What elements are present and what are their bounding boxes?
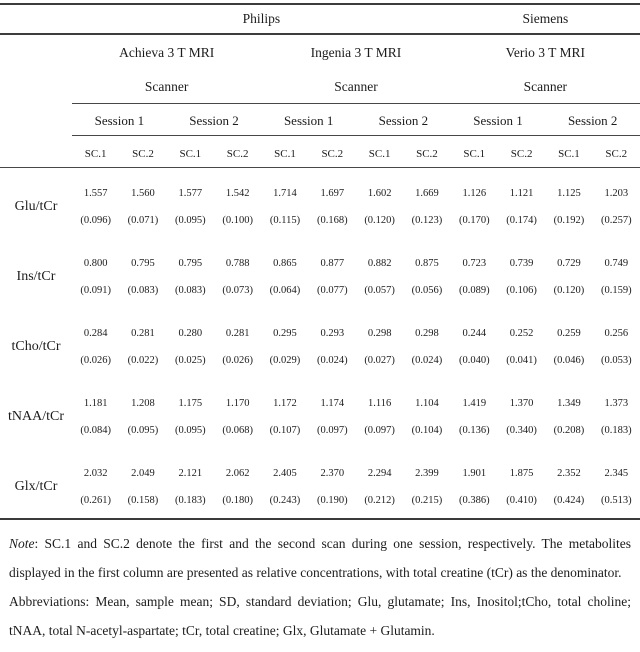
stub-cell xyxy=(0,104,72,136)
data-cell xyxy=(498,390,545,437)
metabolite-row-label: tCho/tCr xyxy=(11,339,61,354)
sd-value: (0.026) xyxy=(80,354,111,366)
sd-value: (0.192) xyxy=(553,214,585,226)
metabolite-row-label: Glx/tCr xyxy=(14,479,58,494)
data-cell xyxy=(214,250,261,297)
sd-value: (0.064) xyxy=(269,284,301,296)
mean-value: 1.125 xyxy=(557,187,581,199)
session-label: Session 1 xyxy=(283,113,334,128)
mean-value: 2.370 xyxy=(320,467,345,479)
session-label: Session 2 xyxy=(378,113,429,128)
mean-value: 0.252 xyxy=(509,327,534,339)
sd-value: (0.106) xyxy=(506,284,537,296)
mean-value: 0.723 xyxy=(462,257,487,269)
session-label: Session 2 xyxy=(189,113,239,128)
scan-label: SC.1 xyxy=(368,147,391,160)
sd-value: (0.340) xyxy=(506,424,537,436)
sd-value: (0.097) xyxy=(316,424,348,436)
mean-value: 1.349 xyxy=(557,397,581,409)
sd-value: (0.083) xyxy=(175,284,206,296)
sd-value: (0.190) xyxy=(316,494,348,506)
mean-value: 0.298 xyxy=(367,327,392,339)
data-cell xyxy=(356,320,403,367)
data-cell xyxy=(119,250,166,297)
sd-value: (0.046) xyxy=(553,354,585,366)
metabolite-concentration-table xyxy=(0,3,640,520)
sd-value: (0.513) xyxy=(600,494,632,506)
table-row xyxy=(0,238,640,308)
sd-value: (0.083) xyxy=(127,284,159,296)
scan-cells xyxy=(72,136,640,167)
data-cell xyxy=(119,320,166,367)
scan-label: SC.2 xyxy=(416,147,438,160)
sd-value: (0.180) xyxy=(222,494,253,506)
data-cell xyxy=(451,460,498,507)
data-cell xyxy=(214,390,261,437)
mean-value: 0.256 xyxy=(604,327,629,339)
session-cells xyxy=(72,104,640,136)
note-line-1 xyxy=(9,529,631,558)
data-cell xyxy=(167,390,214,437)
stub-cell xyxy=(0,70,72,104)
note-label: Note xyxy=(9,536,35,551)
sd-value: (0.104) xyxy=(411,424,443,436)
data-cell xyxy=(545,460,592,507)
mean-value: 0.875 xyxy=(415,257,439,269)
sd-value: (0.025) xyxy=(175,354,206,366)
sd-value: (0.174) xyxy=(506,214,537,226)
scan-label: SC.2 xyxy=(321,147,344,160)
scan-header-row xyxy=(0,136,640,168)
sd-value: (0.024) xyxy=(316,354,348,366)
mean-value: 1.121 xyxy=(509,187,534,199)
sd-value: (0.208) xyxy=(553,424,585,436)
data-cell xyxy=(214,460,261,507)
mean-value: 2.294 xyxy=(367,467,392,479)
mean-value: 0.295 xyxy=(273,327,297,339)
mean-value: 1.602 xyxy=(367,187,392,199)
data-cell xyxy=(119,390,166,437)
data-cell xyxy=(451,180,498,227)
table-row xyxy=(0,448,640,518)
sd-value: (0.120) xyxy=(553,284,585,296)
data-cell xyxy=(167,180,214,227)
sd-value: (0.073) xyxy=(222,284,253,296)
sd-value: (0.095) xyxy=(127,424,159,436)
scan-label: SC.2 xyxy=(226,147,249,160)
data-cell xyxy=(214,180,261,227)
mean-value: 1.373 xyxy=(604,397,629,409)
sd-value: (0.040) xyxy=(458,354,490,366)
scan-label: SC.2 xyxy=(510,147,533,160)
mean-value: 1.172 xyxy=(273,397,297,409)
sd-value: (0.183) xyxy=(175,494,206,506)
mean-value: 1.116 xyxy=(368,397,392,409)
sd-value: (0.183) xyxy=(600,424,632,436)
data-cell xyxy=(167,460,214,507)
data-cell xyxy=(498,320,545,367)
mean-value: 0.284 xyxy=(83,327,108,339)
data-cell xyxy=(451,250,498,297)
data-cell xyxy=(72,250,119,297)
sd-value: (0.136) xyxy=(458,424,490,436)
mean-value: 0.795 xyxy=(131,257,155,269)
sd-value: (0.091) xyxy=(80,284,111,296)
table-body xyxy=(0,168,640,520)
sd-value: (0.261) xyxy=(80,494,111,506)
sd-value: (0.071) xyxy=(127,214,159,226)
mean-value: 1.126 xyxy=(462,187,487,199)
data-cell xyxy=(261,180,308,227)
table-row xyxy=(0,168,640,238)
sd-value: (0.257) xyxy=(600,214,632,226)
data-cell xyxy=(356,390,403,437)
sd-value: (0.158) xyxy=(127,494,159,506)
data-cell xyxy=(356,460,403,507)
session-header-row xyxy=(0,104,640,136)
sd-value: (0.170) xyxy=(458,214,490,226)
data-cell xyxy=(403,250,450,297)
sd-value: (0.024) xyxy=(411,354,443,366)
mean-value: 2.399 xyxy=(415,467,439,479)
session-label: Session 1 xyxy=(473,113,523,128)
data-cell xyxy=(498,460,545,507)
data-cell xyxy=(451,390,498,437)
scanner-sub-group xyxy=(72,70,640,104)
mean-value: 2.049 xyxy=(131,467,155,479)
data-cell xyxy=(403,320,450,367)
data-cell xyxy=(498,180,545,227)
mean-value: 1.208 xyxy=(131,397,155,409)
scanner-ingenia-label: Ingenia 3 T MRI xyxy=(310,44,402,60)
mean-value: 0.800 xyxy=(83,257,108,269)
mean-value: 2.345 xyxy=(604,467,629,479)
data-cell xyxy=(545,320,592,367)
sd-value: (0.100) xyxy=(222,214,253,226)
sd-value: (0.386) xyxy=(458,494,490,506)
vendor-siemens-label: Siemens xyxy=(522,11,569,26)
sd-value: (0.410) xyxy=(506,494,537,506)
scanner-verio-label: Verio 3 T MRI xyxy=(505,44,586,60)
data-cell xyxy=(593,180,640,227)
sd-value: (0.095) xyxy=(175,214,206,226)
mean-value: 0.259 xyxy=(557,327,581,339)
sd-value: (0.212) xyxy=(364,494,395,506)
mean-value: 1.203 xyxy=(604,187,629,199)
data-cell xyxy=(72,390,119,437)
sd-value: (0.057) xyxy=(364,284,395,296)
scan-label: SC.1 xyxy=(274,147,296,160)
sd-value: (0.027) xyxy=(364,354,395,366)
table-row xyxy=(0,308,640,378)
data-cell xyxy=(309,320,356,367)
sd-value: (0.029) xyxy=(269,354,301,366)
data-cell xyxy=(593,250,640,297)
mean-value: 0.795 xyxy=(178,257,203,269)
scan-label: SC.2 xyxy=(132,147,154,160)
table-row xyxy=(0,378,640,448)
mean-value: 1.875 xyxy=(509,467,534,479)
scanner-ingenia-sub-label: Scanner xyxy=(334,78,378,94)
mean-value: 2.405 xyxy=(273,467,297,479)
data-cell xyxy=(309,460,356,507)
mean-value: 0.298 xyxy=(415,327,439,339)
scanner-name-row xyxy=(0,35,640,70)
sd-value: (0.095) xyxy=(175,424,206,436)
sd-value: (0.026) xyxy=(222,354,253,366)
mean-value: 1.669 xyxy=(415,187,439,199)
sd-value: (0.107) xyxy=(269,424,301,436)
sd-value: (0.084) xyxy=(80,424,111,436)
data-cell xyxy=(545,250,592,297)
data-cell xyxy=(309,250,356,297)
mean-value: 0.293 xyxy=(320,327,345,339)
mean-value: 1.170 xyxy=(225,397,250,409)
mean-value: 1.697 xyxy=(320,187,345,199)
mean-value: 0.281 xyxy=(131,327,155,339)
data-cell xyxy=(403,460,450,507)
sd-value: (0.123) xyxy=(411,214,443,226)
data-cell xyxy=(167,250,214,297)
sd-value: (0.096) xyxy=(80,214,111,226)
sd-value: (0.053) xyxy=(600,354,632,366)
scanner-achieva-label: Achieva 3 T MRI xyxy=(119,44,215,60)
scan-label: SC.1 xyxy=(463,147,486,160)
mean-value: 0.865 xyxy=(273,257,297,269)
mean-value: 1.174 xyxy=(320,397,345,409)
mean-value: 0.729 xyxy=(557,257,581,269)
note-line-1-text: : SC.1 and SC.2 denote the first and the second scan during one session, respectively. The metabolites xyxy=(34,536,631,551)
data-cell xyxy=(214,320,261,367)
data-cell xyxy=(119,460,166,507)
session-label: Session 1 xyxy=(94,113,145,128)
mean-value: 1.557 xyxy=(83,187,108,199)
scan-label: SC.2 xyxy=(605,147,628,160)
data-cell xyxy=(72,460,119,507)
sd-value: (0.041) xyxy=(506,354,537,366)
data-cell xyxy=(545,180,592,227)
data-cell xyxy=(451,320,498,367)
data-cell xyxy=(119,180,166,227)
data-cell xyxy=(403,180,450,227)
scan-label: SC.1 xyxy=(84,147,107,160)
data-cell xyxy=(545,390,592,437)
data-cell xyxy=(593,390,640,437)
sd-value: (0.424) xyxy=(553,494,585,506)
mean-value: 1.577 xyxy=(178,187,203,199)
mean-value: 0.281 xyxy=(225,327,250,339)
scan-label: SC.1 xyxy=(558,147,580,160)
metabolite-row-label: Ins/tCr xyxy=(16,269,56,284)
mean-value: 1.901 xyxy=(462,467,487,479)
note-line-2: displayed in the first column are presented as relative concentrations, with total creatine (tCr) as the denominator. xyxy=(9,565,622,580)
abbreviations-line-1: Abbreviations: Mean, sample mean; SD, standard deviation; Glu, glutamate; Ins, Inositol;tCho, total choline; xyxy=(9,594,631,609)
mean-value: 0.739 xyxy=(509,257,534,269)
scanner-achieva-sub-label: Scanner xyxy=(144,78,189,94)
data-cell xyxy=(356,250,403,297)
data-cell xyxy=(72,320,119,367)
mean-value: 1.560 xyxy=(131,187,155,199)
mean-value: 0.788 xyxy=(225,257,250,269)
abbreviations-line-2: tNAA, total N-acetyl-aspartate; tCr, total creatine; Glx, Glutamate + Glutamin. xyxy=(9,623,435,638)
mean-value: 2.121 xyxy=(178,467,203,479)
scan-label: SC.1 xyxy=(179,147,202,160)
mean-value: 2.032 xyxy=(83,467,108,479)
data-cell xyxy=(72,180,119,227)
sd-value: (0.068) xyxy=(222,424,253,436)
data-cell xyxy=(167,320,214,367)
data-cell xyxy=(498,250,545,297)
mean-value: 0.882 xyxy=(367,257,392,269)
mean-value: 1.370 xyxy=(509,397,534,409)
metabolite-row-label: Glu/tCr xyxy=(14,199,58,214)
sd-value: (0.056) xyxy=(411,284,443,296)
sd-value: (0.022) xyxy=(127,354,159,366)
data-cell xyxy=(356,180,403,227)
session-label: Session 2 xyxy=(567,113,618,128)
sd-value: (0.115) xyxy=(269,214,301,226)
data-cell xyxy=(261,390,308,437)
mean-value: 1.419 xyxy=(462,397,487,409)
mean-value: 2.352 xyxy=(557,467,581,479)
mean-value: 0.244 xyxy=(462,327,487,339)
metabolite-row-label: tNAA/tCr xyxy=(8,409,64,424)
sd-value: (0.243) xyxy=(269,494,301,506)
scanner-sub-row xyxy=(0,70,640,104)
data-cell xyxy=(261,320,308,367)
data-cell xyxy=(309,180,356,227)
mean-value: 0.280 xyxy=(178,327,203,339)
sd-value: (0.159) xyxy=(600,284,632,296)
mean-value: 2.062 xyxy=(225,467,250,479)
mean-value: 1.181 xyxy=(83,397,108,409)
data-cell xyxy=(261,460,308,507)
sd-value: (0.120) xyxy=(364,214,395,226)
data-cell xyxy=(593,460,640,507)
sd-value: (0.077) xyxy=(316,284,348,296)
mean-value: 1.104 xyxy=(415,397,439,409)
data-cell xyxy=(593,320,640,367)
data-cell xyxy=(261,250,308,297)
mean-value: 1.175 xyxy=(178,397,203,409)
data-cell xyxy=(403,390,450,437)
sd-value: (0.168) xyxy=(316,214,348,226)
mean-value: 0.877 xyxy=(320,257,345,269)
sd-value: (0.089) xyxy=(458,284,490,296)
sd-value: (0.215) xyxy=(411,494,443,506)
table-footnotes xyxy=(0,520,640,645)
mean-value: 1.542 xyxy=(225,187,250,199)
scanner-verio-sub-label: Scanner xyxy=(523,78,568,94)
vendor-header-row xyxy=(0,5,640,35)
mean-value: 0.749 xyxy=(604,257,629,269)
sd-value: (0.097) xyxy=(364,424,395,436)
mean-value: 1.714 xyxy=(273,187,297,199)
data-cell xyxy=(309,390,356,437)
vendor-philips-label: Philips xyxy=(242,11,281,26)
